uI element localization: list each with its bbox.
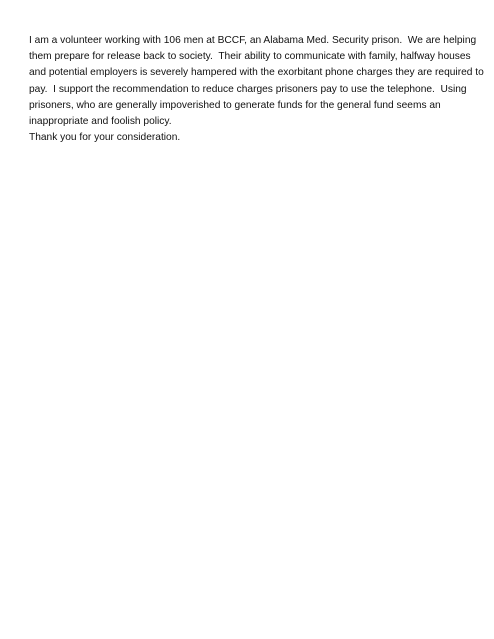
letter-body: [29, 33, 484, 146]
letter-line: prisoners, who are generally impoverished to generate funds for the general fund seems an: [29, 99, 441, 111]
letter-line: I am a volunteer working with 106 men at BCCF, an Alabama Med. Security prison. We are helping: [29, 35, 477, 46]
letter-line: and potential employers is severely hampered with the exorbitant phone charges they are required to: [29, 67, 484, 79]
letter-line: them prepare for release back to society. Their ability to communicate with family, halfway houses: [29, 51, 471, 63]
letter-line: pay. I support the recommendation to reduce charges prisoners pay to use the telephone. Using: [29, 83, 467, 95]
letter-line: inappropriate and foolish policy.: [29, 116, 172, 128]
closing-line: Thank you for your consideration.: [29, 132, 181, 144]
